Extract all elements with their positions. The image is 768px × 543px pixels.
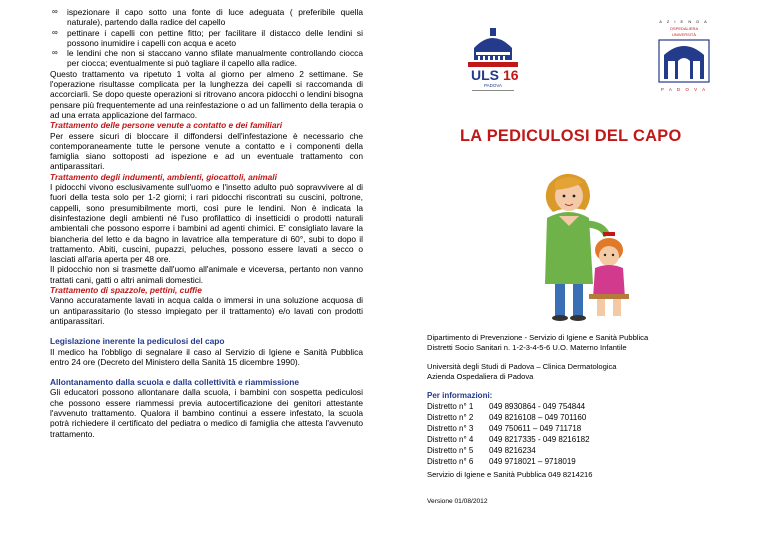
bullet-icon: ∞ — [52, 27, 58, 37]
svg-text:OSPEDALIERA: OSPEDALIERA — [669, 26, 699, 31]
paragraph: Il medico ha l'obbligo di segnalare il caso al Servizio di Igiene e Sanità Pubblica entro 24 ore (Decreto del Ministero della Sanità 15 dicembre 1990). — [50, 346, 363, 367]
district-row: Distretto n° 4 049 8217335 - 049 8216182 — [427, 435, 590, 444]
svg-text:PADOVA: PADOVA — [483, 83, 503, 88]
section-heading: Trattamento degli indumenti, ambienti, giocattoli, animali — [50, 171, 277, 182]
paragraph: I pidocchi vivono esclusivamente sull'uomo e l'insetto adulto può sopravvivere al di fuori della testa solo per 1-2 giorni; i rari pidocchi riscontrati su cuscini, poltrone, cappelli, sono presumibilmente morti, così pure le lendini. Non è indicata la disinfestazione degli ambienti né l'uso profilattico di insetticidi o prodotti naturali ambientali che possono esporre i bambini ad agenti chimici. E' consigliato lavare la biancheria del letto e da bagno in lavatrice alla temperature di 60°, subi to dopo il trattamento. Abiti, cuscini, pupazzi, peluches, possono essere lavati a secco o lasciati all'aria aperta per 48 ore. — [50, 182, 363, 265]
contacts-heading: Per informazioni: — [427, 391, 493, 400]
paragraph: Gli educatori possono allontanare dalla scuola, i bambini con sospetta pediculosi che possono essere riammessi previa autocertificazione dei genitori attestante l'avvenuto trattamento. Qualora il bambino continui a essere infestato, la scuola potrà richiedere il certificato del pediatra o medico di famiglia che attesta l'avvenuto trattamento. — [50, 387, 363, 439]
district-row: Distretto n° 2 049 8216108 – 049 701160 — [427, 413, 587, 422]
district-row: Distretto n° 1 049 8930864 - 049 754844 — [427, 402, 586, 411]
paragraph: Il pidocchio non si trasmette dall'uomo all'animale e viceversa, pertanto non vanno trattati cani, gatti o altri animali domestici. — [50, 264, 363, 285]
section-heading: Trattamento di spazzole, pettini, cuffie — [50, 285, 202, 296]
section-heading: Trattamento delle persone venute a contatto e dei familiari — [50, 120, 283, 131]
svg-text:A Z I E N D A: A Z I E N D A — [659, 19, 709, 24]
right-column — [425, 0, 760, 543]
left-column — [50, 7, 363, 439]
ulss-logo — [464, 22, 522, 98]
university-block: Università degli Studi di Padova – Clinica Dermatologica Azienda Ospedaliera di Padova — [427, 362, 617, 381]
section-heading: Legislazione inerente la pediculosi del capo — [50, 336, 225, 347]
azienda-ospedaliera-logo — [654, 17, 714, 95]
svg-text:16: 16 — [503, 67, 519, 83]
bullet-item: ∞ pettinare i capelli con pettine fitto; per facilitare il distacco delle lendini si possono inumidire i capelli con acqua e aceto — [52, 27, 363, 48]
section-heading: Allontanamento dalla scuola e dalla collettività e riammissione — [50, 377, 300, 388]
servizio-line: Servizio di Igiene e Sanità Pubblica 049 8214216 — [427, 470, 593, 479]
bullet-item: ∞ ispezionare il capo sotto una fonte di luce adeguata ( preferibile quella naturale), partendo dalla radice del capello — [52, 7, 363, 28]
bullet-item: ∞ le lendini che non si staccano vanno sfilate manualmente controllando ciocca per ciocca; eventualmente si può tagliare il capello alla radice. — [52, 48, 363, 69]
paragraph: Vanno accuratamente lavati in acqua calda o immersi in una soluzione acquosa di un antiparassitario (lo stesso impiegato per il trattamento) e/o lavati con prodotti antiparassitari. — [50, 295, 363, 326]
district-row: Distretto n° 3 049 750611 – 049 711718 — [427, 424, 582, 433]
version-label: Versione 01/08/2012 — [427, 498, 488, 505]
contacts-block — [427, 390, 747, 467]
department-block: Dipartimento di Prevenzione - Servizio di Igiene e Sanità Pubblica Distretti Socio Sanitari n. 1-2-3-4-5-6 U.O. Materno Infantile — [427, 333, 649, 352]
svg-text:P A D O V A: P A D O V A — [660, 87, 708, 92]
district-row: Distretto n° 6 049 9718021 – 9718019 — [427, 457, 576, 466]
svg-text:UNIVERSITÀ: UNIVERSITÀ — [671, 32, 697, 37]
bullet-icon: ∞ — [52, 7, 58, 16]
bullet-icon: ∞ — [52, 48, 58, 58]
paragraph: Questo trattamento va ripetuto 1 volta al giorno per almeno 2 settimane. Se l'operazione risultasse complicata per la lunghezza dei capelli si raccomanda di accorciarli. Se dopo queste operazioni si ritrovano ancora pidocchi o lendini bisogna pensare più frequentemente ad una reinfestazione o ad un fallimento della terapia o ad una errata applicazione del farmaco. — [50, 68, 363, 120]
district-row: Distretto n° 5 049 8216234 — [427, 446, 536, 455]
page-title: LA PEDICULOSI DEL CAPO — [460, 127, 682, 145]
illustration-mother-child — [525, 166, 635, 322]
svg-text:ULS: ULS — [471, 67, 499, 83]
paragraph: Per essere sicuri di bloccare il diffondersi dell'infestazione è necessario che contemporaneamente tutte le persone venute a contatto e i componenti della famiglia siano sottoposti ad ispezione e ad un eventuale trattamento con antiparassitari. — [50, 130, 363, 172]
